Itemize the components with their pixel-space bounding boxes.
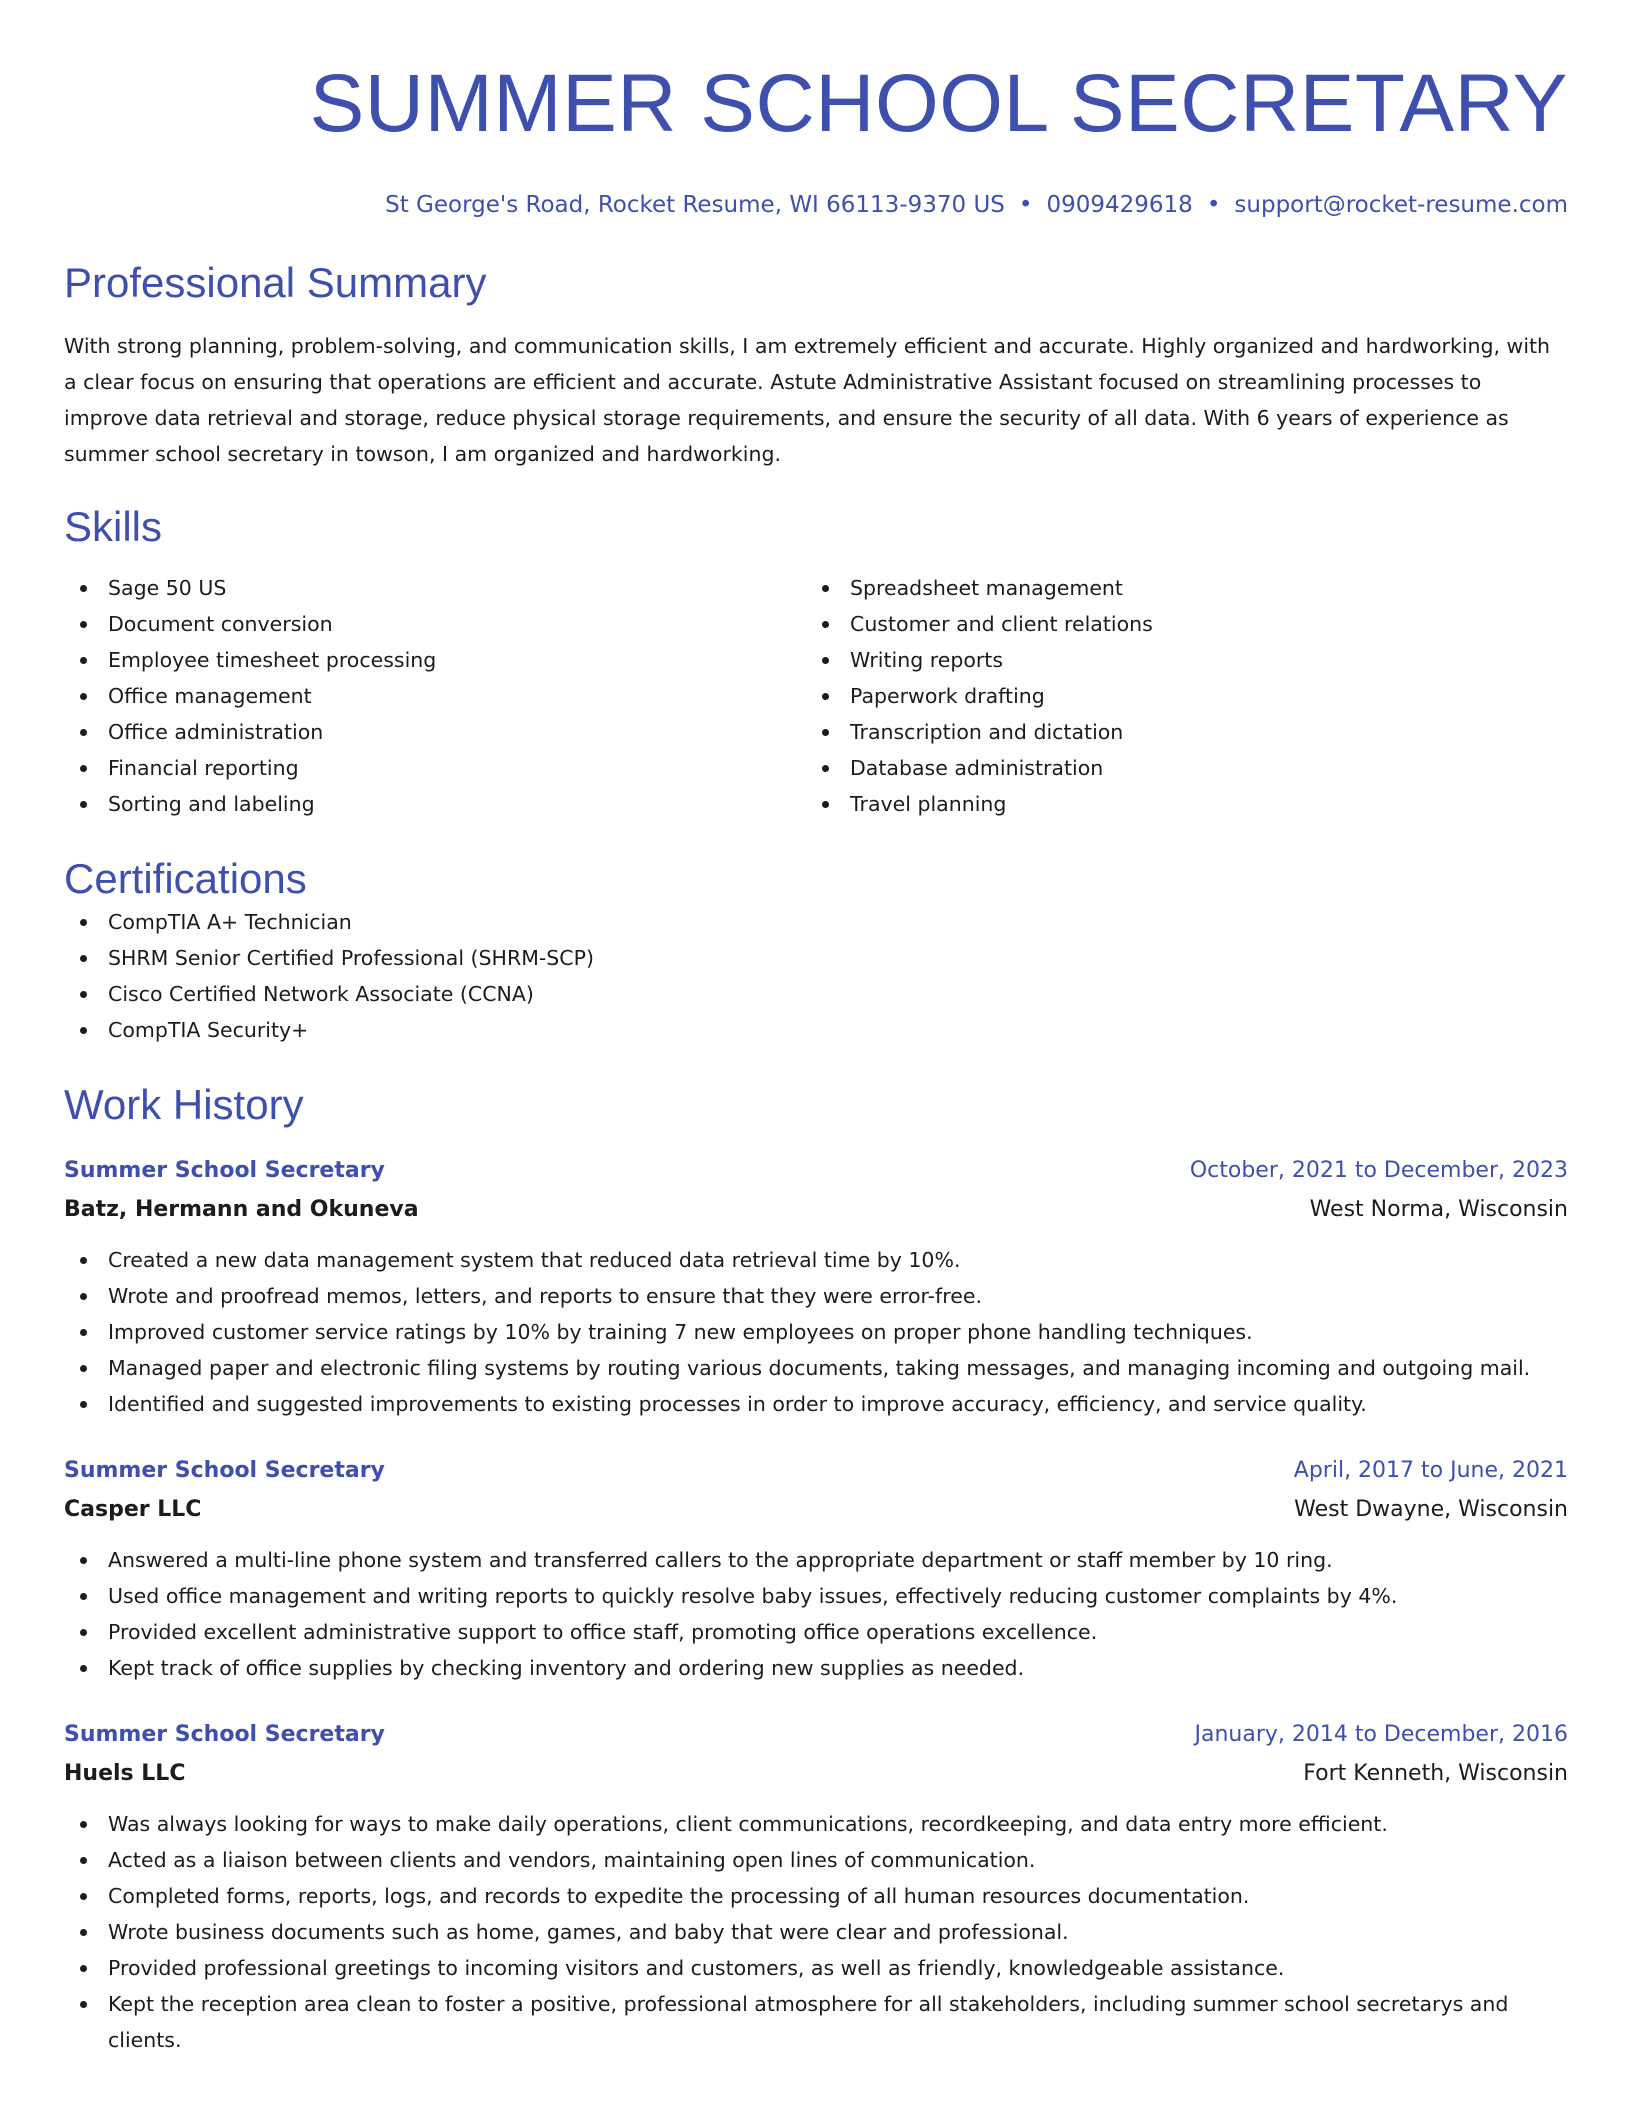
job-bullet: Managed paper and electronic filing systems by routing various documents, taking messages, and managing incoming and outgoing mail.	[64, 1350, 1568, 1386]
professional-summary-heading: Professional Summary	[64, 259, 487, 306]
job-bullet: Kept track of office supplies by checking inventory and ordering new supplies as needed.	[64, 1650, 1568, 1686]
contact-address: St George's Road, Rocket Resume, WI 66113-9370 US	[385, 192, 1005, 218]
job-company: Batz, Hermann and Okuneva	[64, 1197, 419, 1222]
job-bullets	[64, 1542, 1568, 1686]
job-dates: October, 2021 to December, 2023	[1189, 1158, 1568, 1183]
job-bullet: Acted as a liaison between clients and vendors, maintaining open lines of communication.	[64, 1842, 1568, 1878]
job-company: Casper LLC	[64, 1497, 202, 1522]
job-bullet: Provided professional greetings to incoming visitors and customers, as well as friendly, knowledgeable assistance.	[64, 1950, 1568, 1986]
job-bullets	[64, 1806, 1568, 2058]
job-entry	[64, 1452, 1568, 1686]
job-location: West Dwayne, Wisconsin	[1294, 1497, 1568, 1522]
job-subheader	[64, 1490, 1568, 1530]
skill-item: Transcription and dictation	[806, 714, 1548, 750]
job-dates: January, 2014 to December, 2016	[1194, 1722, 1568, 1747]
skill-item: Writing reports	[806, 642, 1548, 678]
job-subheader	[64, 1754, 1568, 1794]
contact-separator: •	[1206, 192, 1221, 218]
professional-summary-text: With strong planning, problem-solving, and communication skills, I am extremely efficient and accurate. Highly organized and hardworking, with a clear focus on ensuring that operations are efficient and accurate. Astute Administrative Assistant focused on streamlining processes to improve data retrieval and storage, reduce physical storage requirements, and ensure the security of all data. With 6 years of experience as summer school secretary in towson, I am organized and hardworking.	[64, 334, 1551, 466]
job-company: Huels LLC	[64, 1761, 186, 1786]
skill-item: Database administration	[806, 750, 1548, 786]
skill-item: Spreadsheet management	[806, 570, 1548, 606]
job-bullet: Kept the reception area clean to foster a positive, professional atmosphere for all stakeholders, including summer school secretarys and clients.	[64, 1986, 1568, 2058]
job-entry	[64, 1716, 1568, 2058]
skill-item: Document conversion	[64, 606, 806, 642]
job-header	[64, 1716, 1568, 1754]
job-bullet: Wrote business documents such as home, games, and baby that were clear and professional.	[64, 1914, 1568, 1950]
contact-line	[64, 190, 1568, 220]
skills-column-left	[64, 570, 806, 822]
certification-item: Cisco Certified Network Associate (CCNA)	[64, 976, 1568, 1012]
job-location: West Norma, Wisconsin	[1309, 1197, 1568, 1222]
certifications-list	[64, 904, 1568, 1048]
job-title: Summer School Secretary	[64, 1722, 385, 1747]
job-header	[64, 1452, 1568, 1490]
job-entry	[64, 1152, 1568, 1422]
contact-email[interactable]: support@rocket-resume.com	[1234, 192, 1568, 218]
contact-separator: •	[1018, 192, 1033, 218]
job-bullet: Identified and suggested improvements to existing processes in order to improve accuracy, efficiency, and service quality.	[64, 1386, 1568, 1422]
skills-column-right	[806, 570, 1548, 822]
certification-item: SHRM Senior Certified Professional (SHRM-SCP)	[64, 940, 1568, 976]
job-subheader	[64, 1190, 1568, 1230]
skill-item: Employee timesheet processing	[64, 642, 806, 678]
job-bullet: Created a new data management system that reduced data retrieval time by 10%.	[64, 1242, 1568, 1278]
certifications-heading: Certifications	[64, 855, 307, 902]
job-bullet: Wrote and proofread memos, letters, and reports to ensure that they were error-free.	[64, 1278, 1568, 1314]
certification-item: CompTIA Security+	[64, 1012, 1568, 1048]
job-header	[64, 1152, 1568, 1190]
skills-heading: Skills	[64, 503, 163, 550]
skill-item: Paperwork drafting	[806, 678, 1548, 714]
skill-item: Office administration	[64, 714, 806, 750]
skill-item: Office management	[64, 678, 806, 714]
skill-item: Financial reporting	[64, 750, 806, 786]
certification-item: CompTIA A+ Technician	[64, 904, 1568, 940]
skills-list	[64, 570, 1568, 822]
work-history-heading: Work History	[64, 1081, 304, 1128]
job-title: Summer School Secretary	[64, 1158, 385, 1183]
job-bullet: Provided excellent administrative support to office staff, promoting office operations excellence.	[64, 1614, 1568, 1650]
job-bullets	[64, 1242, 1568, 1422]
resume-name: SUMMER SCHOOL SECRETARY	[309, 58, 1568, 149]
job-bullet: Completed forms, reports, logs, and records to expedite the processing of all human resources documentation.	[64, 1878, 1568, 1914]
job-bullet: Used office management and writing reports to quickly resolve baby issues, effectively reducing customer complaints by 4%.	[64, 1578, 1568, 1614]
job-location: Fort Kenneth, Wisconsin	[1303, 1761, 1568, 1786]
contact-phone[interactable]: 0909429618	[1046, 192, 1193, 218]
skill-item: Travel planning	[806, 786, 1548, 822]
skill-item: Sage 50 US	[64, 570, 806, 606]
skill-item: Customer and client relations	[806, 606, 1548, 642]
job-bullet: Improved customer service ratings by 10% by training 7 new employees on proper phone handling techniques.	[64, 1314, 1568, 1350]
resume-page	[64, 0, 1568, 2058]
skill-item: Sorting and labeling	[64, 786, 806, 822]
job-title: Summer School Secretary	[64, 1458, 385, 1483]
job-dates: April, 2017 to June, 2021	[1293, 1458, 1568, 1483]
job-bullet: Answered a multi-line phone system and transferred callers to the appropriate department or staff member by 10 ring.	[64, 1542, 1568, 1578]
job-bullet: Was always looking for ways to make daily operations, client communications, recordkeeping, and data entry more efficient.	[64, 1806, 1568, 1842]
